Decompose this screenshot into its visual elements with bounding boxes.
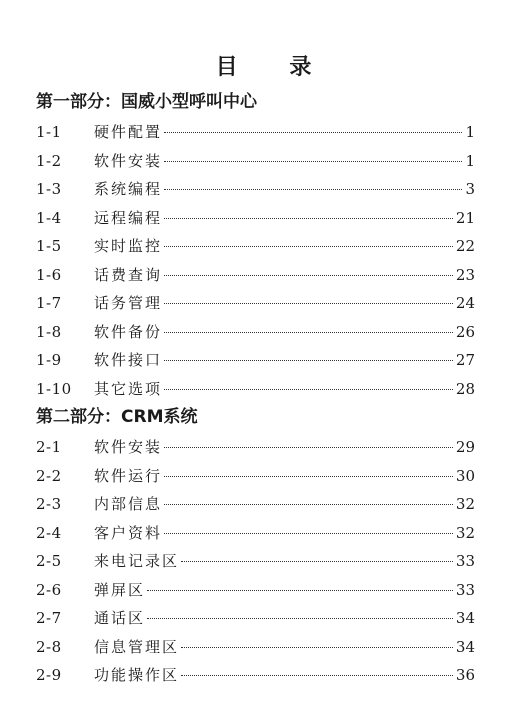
entry-number: 2-8	[36, 637, 62, 656]
entry-page: 28	[455, 379, 475, 398]
dot-leader	[164, 246, 453, 247]
toc-entry[interactable]	[36, 151, 475, 180]
toc-entry[interactable]	[36, 608, 475, 637]
entry-label: 硬件配置	[94, 123, 163, 141]
entry-page: 22	[455, 237, 475, 255]
toc-entry[interactable]	[36, 637, 475, 666]
entry-page: 34	[455, 637, 475, 656]
toc-entry[interactable]	[36, 236, 475, 265]
toc-list-part-1	[36, 122, 475, 407]
toc-entry[interactable]	[36, 208, 475, 237]
entry-number: 1-10	[36, 379, 72, 398]
entry-number: 1-4	[36, 208, 62, 227]
toc-entry[interactable]	[36, 551, 475, 580]
dot-leader	[147, 590, 453, 591]
entry-number: 1-8	[36, 322, 62, 341]
entry-label: 其它选项	[94, 379, 163, 398]
dot-leader	[164, 533, 453, 534]
toc-entry[interactable]	[36, 350, 475, 379]
toc-entry[interactable]	[36, 322, 475, 351]
entry-number: 1-5	[36, 237, 62, 255]
dot-leader	[164, 476, 453, 477]
toc-entry[interactable]	[36, 466, 475, 495]
entry-number: 2-3	[36, 495, 62, 513]
entry-number: 1-9	[36, 351, 62, 369]
entry-number: 1-7	[36, 294, 62, 312]
entry-label: 软件接口	[94, 351, 163, 369]
entry-label: 话费查询	[94, 265, 163, 284]
entry-number: 1-6	[36, 265, 62, 284]
entry-label: 软件安装	[94, 151, 163, 170]
entry-label: 信息管理区	[94, 637, 180, 656]
entry-label: 功能操作区	[94, 666, 180, 684]
entry-label: 软件运行	[94, 466, 163, 485]
entry-page: 34	[455, 609, 475, 627]
entry-page: 24	[455, 294, 475, 312]
entry-label: 软件备份	[94, 322, 163, 341]
entry-page: 32	[455, 495, 475, 513]
dot-leader	[164, 189, 462, 190]
dot-leader	[164, 275, 453, 276]
dot-leader	[181, 561, 453, 562]
entry-number: 2-1	[36, 438, 62, 456]
entry-page: 30	[455, 466, 475, 485]
entry-label: 弹屏区	[94, 580, 146, 599]
entry-number: 2-7	[36, 609, 62, 627]
entry-page: 32	[455, 523, 475, 542]
dot-leader	[164, 447, 453, 448]
part-heading-1: 第一部分：国威小型呼叫中心	[36, 92, 257, 112]
entry-page: 21	[455, 208, 475, 227]
entry-page: 33	[455, 552, 475, 570]
entry-label: 内部信息	[94, 495, 163, 513]
dot-leader	[164, 360, 453, 361]
entry-label: 软件安装	[94, 438, 163, 456]
dot-leader	[181, 675, 453, 676]
entry-page: 1	[465, 151, 475, 170]
toc-entry[interactable]	[36, 580, 475, 609]
dot-leader	[164, 218, 453, 219]
entry-number: 1-1	[36, 123, 62, 141]
entry-page: 1	[465, 123, 475, 141]
entry-number: 1-3	[36, 180, 62, 198]
entry-label: 话务管理	[94, 294, 163, 312]
entry-label: 实时监控	[94, 237, 163, 255]
toc-entry[interactable]	[36, 293, 475, 322]
entry-label: 远程编程	[94, 208, 163, 227]
toc-entry[interactable]	[36, 265, 475, 294]
entry-number: 2-4	[36, 523, 62, 542]
dot-leader	[164, 161, 462, 162]
dot-leader	[164, 332, 453, 333]
toc-entry[interactable]	[36, 494, 475, 523]
dot-leader	[147, 618, 453, 619]
entry-number: 2-9	[36, 666, 62, 684]
entry-number: 2-6	[36, 580, 62, 599]
entry-label: 通话区	[94, 609, 146, 627]
entry-page: 36	[455, 666, 475, 684]
dot-leader	[181, 647, 453, 648]
toc-entry[interactable]	[36, 523, 475, 552]
toc-entry[interactable]	[36, 122, 475, 151]
entry-page: 26	[455, 322, 475, 341]
entry-page: 33	[455, 580, 475, 599]
entry-number: 2-5	[36, 552, 62, 570]
toc-entry[interactable]	[36, 179, 475, 208]
toc-entry[interactable]	[36, 379, 475, 408]
entry-page: 29	[455, 438, 475, 456]
entry-number: 1-2	[36, 151, 62, 170]
entry-label: 来电记录区	[94, 552, 180, 570]
entry-label: 系统编程	[94, 180, 163, 198]
dot-leader	[164, 504, 453, 505]
entry-page: 27	[455, 351, 475, 369]
toc-entry[interactable]	[36, 665, 475, 694]
toc-list-part-2	[36, 437, 475, 694]
entry-page: 23	[455, 265, 475, 284]
entry-number: 2-2	[36, 466, 62, 485]
dot-leader	[164, 132, 462, 133]
page-title: 目 录	[215, 55, 334, 80]
dot-leader	[164, 389, 453, 390]
entry-label: 客户资料	[94, 523, 163, 542]
part-heading-2: 第二部分：CRM系统	[36, 407, 198, 427]
dot-leader	[164, 303, 453, 304]
entry-page: 3	[465, 180, 475, 198]
toc-entry[interactable]	[36, 437, 475, 466]
